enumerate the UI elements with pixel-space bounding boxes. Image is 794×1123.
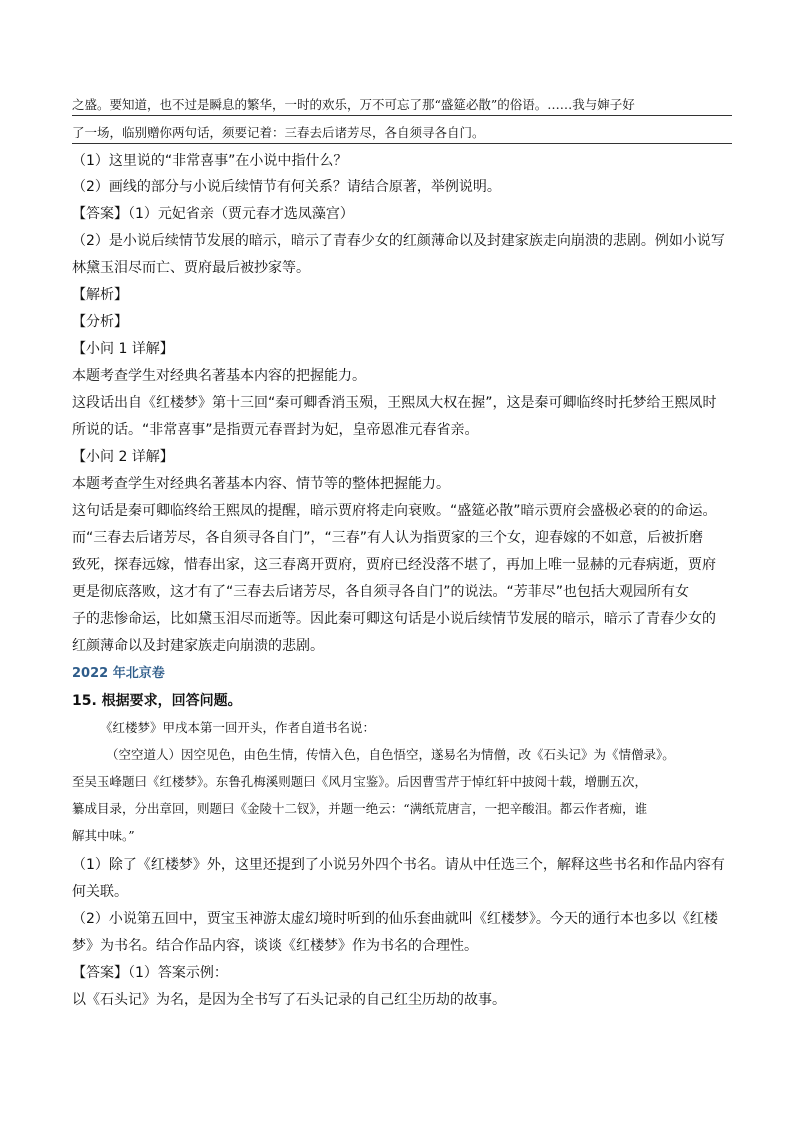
- explanation-text: 子的悲惨命运，比如黛玉泪尽而逝等。因此秦可卿这句话是小说后续情节发展的暗示，暗示了青春少女的: [72, 611, 716, 627]
- question-15-title: 15. 根据要求，回答问题。: [72, 693, 242, 709]
- analysis-heading: 【解析】: [72, 287, 128, 303]
- question-2: （2）画线的部分与小说后续情节有何关系？请结合原著，举例说明。: [72, 179, 501, 195]
- answer-heading: 【答案】（1）元妃省亲（贾元春才选凤藻宫）: [72, 206, 354, 222]
- question-1: （1）这里说的“非常喜事”在小说中指什么？: [72, 153, 348, 169]
- explanation-text: 所说的话。“非常喜事”是指贾元春晋封为妃，皇帝恩准元春省亲。: [72, 422, 479, 438]
- explanation-text: 本题考查学生对经典名著基本内容、情节等的整体把握能力。: [72, 476, 450, 492]
- explanation-text: 本题考查学生对经典名著基本内容的把握能力。: [72, 368, 366, 384]
- analysis-subheading: 【分析】: [72, 314, 128, 330]
- explanation-text: 而“三春去后诸芳尽，各自须寻各自门”，“三春”有人认为指贾家的三个女，迎春嫁的不如意，后被折磨: [72, 530, 704, 546]
- quote-intro: 《红楼梦》甲戌本第一回开头，作者自道书名说：: [100, 720, 376, 735]
- quote-text: 至吴玉峰题曰《红楼梦》。东鲁孔梅溪则题曰《风月宝鉴》。后因曹雪芹于悼红轩中披阅十载，增删五次，: [72, 774, 648, 789]
- passage-line: 了一场，临别赠你两句话，须要记着：三春去后诸芳尽，各自须寻各自门。: [72, 124, 732, 144]
- quote-text: 解其中味。”: [72, 828, 135, 843]
- question-15-1: 何关联。: [72, 884, 128, 900]
- question-15-1: （1）除了《红楼梦》外，这里还提到了小说另外四个书名。请从中任选三个，解释这些书名和作品内容有: [72, 857, 725, 873]
- answer-text: （2）是小说后续情节发展的暗示，暗示了青春少女的红颜薄命以及封建家族走向崩溃的悲剧。例如小说写: [72, 233, 725, 249]
- sub-question-1-heading: 【小问 1 详解】: [72, 341, 174, 357]
- quote-text: 纂成目录，分出章回，则题曰《金陵十二钗》，并题一绝云：“满纸荒唐言，一把辛酸泪。都云作者痴，谁: [72, 801, 648, 816]
- answer-heading: 【答案】（1）答案示例：: [72, 965, 228, 981]
- explanation-text: 红颜薄命以及封建家族走向崩溃的悲剧。: [72, 638, 324, 654]
- question-15-2: （2）小说第五回中，贾宝玉神游太虚幻境时听到的仙乐套曲就叫《红楼梦》。今天的通行本也多以《红楼: [72, 911, 718, 927]
- answer-text: 以《石头记》为名，是因为全书写了石头记录的自己红尘历劫的故事。: [72, 992, 506, 1008]
- explanation-text: 更是彻底落败，这才有了“三春去后诸芳尽，各自须寻各自门”的说法。“芳菲尽”也包括大观园所有女: [72, 584, 690, 600]
- quote-text: （空空道人）因空见色，由色生情，传情入色，自色悟空，遂易名为情僧，改《石头记》为《情僧录》。: [106, 747, 675, 762]
- passage-line: 之盛。要知道，也不过是瞬息的繁华，一时的欢乐，万不可忘了那“盛筵必散”的俗语。……我与婶子好: [72, 96, 732, 116]
- answer-text: 林黛玉泪尽而亡、贾府最后被抄家等。: [72, 260, 310, 276]
- question-15-2: 梦》为书名。结合作品内容，谈谈《红楼梦》作为书名的合理性。: [72, 938, 478, 954]
- explanation-text: 致死，探春远嫁，惜春出家，这三春离开贾府，贾府已经没落不堪了，再加上唯一显赫的元春病逝，贾府: [72, 557, 716, 573]
- explanation-text: 这段话出自《红楼梦》第十三回“秦可卿香消玉殒，王熙凤大权在握”，这是秦可卿临终时托梦给王熙凤时: [72, 395, 717, 411]
- sub-question-2-heading: 【小问 2 详解】: [72, 449, 174, 465]
- explanation-text: 这句话是秦可卿临终给王熙凤的提醒，暗示贾府将走向衰败。“盛筵必散”暗示贾府会盛极必衰的的命运。: [72, 503, 717, 519]
- section-year-label: 2022 年北京卷: [72, 666, 165, 681]
